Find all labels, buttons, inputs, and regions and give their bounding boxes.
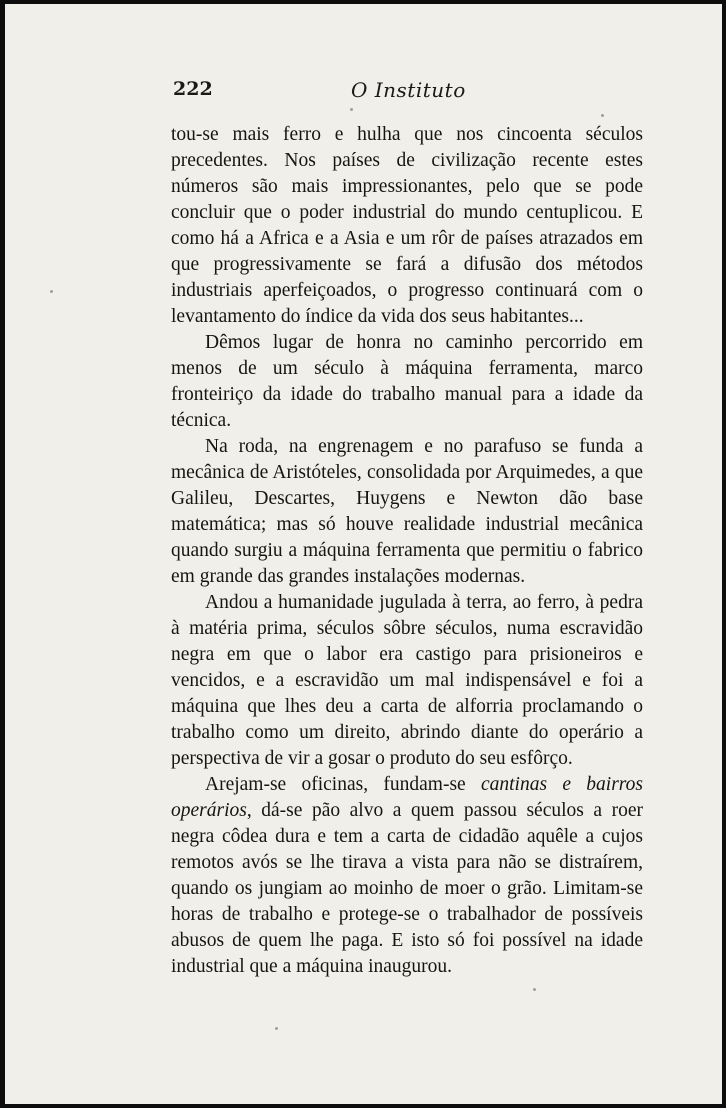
paragraph-5	[171, 772, 643, 980]
paragraph-2: Dêmos lugar de honra no caminho percorrido em menos de um século à máquina ferramenta, marco fronteiriço da idade do trabalho manual para a idade da técnica.	[171, 332, 643, 431]
paragraph-5-end: , dá-se pão alvo a quem passou séculos a roer negra côdea dura e tem a carta de cidadão aquêle a cujos remotos avós se lhe tirava a vista para não se distraírem, quando os jungiam ao moinho de moer o grão. Limitam-se horas de trabalho e protege-se o trabalhador de possíveis abusos de quem lhe paga. E isto só foi possível na idade industrial que a máquina inaugurou.	[171, 800, 643, 977]
paragraph-1: tou-se mais ferro e hulha que nos cincoenta séculos precedentes. Nos países de civilização recente estes números são mais impressionantes, pelo que se pode concluir que o poder industrial do mundo centuplicou. E como há a Africa e a Asia e um rôr de países atrazados em que progressivamente se fará a difusão dos métodos industriais aperfeiçoados, o progresso continuará com o levantamento do índice da vida dos seus habitantes...	[171, 124, 643, 327]
ink-speck	[275, 1027, 278, 1030]
ink-speck	[601, 114, 604, 117]
paragraph-3: Na roda, na engrenagem e no parafuso se funda a mecânica de Aristóteles, consolidada por Arquimedes, a que Galileu, Descartes, Huygens e Newton dão base matemática; mas só houve realidade industrial mecânica quando surgiu a máquina ferramenta que permitiu o fabrico em grande das grandes instalações modernas.	[171, 436, 643, 587]
journal-title: O Instituto	[351, 78, 466, 102]
paragraph-4: Andou a humanidade jugulada à terra, ao ferro, à pedra à matéria prima, séculos sôbre séculos, numa escravidão negra em que o labor era castigo para prisioneiros e vencidos, e a escravidão um mal indispensável e foi a máquina que lhes deu a carta de alforria proclamando o trabalho como um direito, abrindo diante do operário a perspectiva de vir a gosar o produto do seu esfôrço.	[171, 592, 643, 769]
ink-speck	[533, 988, 536, 991]
italic-phrase: cantinas e bairros operários	[171, 774, 643, 821]
running-head	[173, 78, 640, 108]
body-text	[171, 122, 643, 980]
ink-speck	[50, 290, 53, 293]
paragraph-5-start: Arejam-se oficinas, fundam-se	[205, 774, 481, 795]
ink-speck	[350, 108, 353, 111]
page-number: 222	[173, 78, 213, 100]
